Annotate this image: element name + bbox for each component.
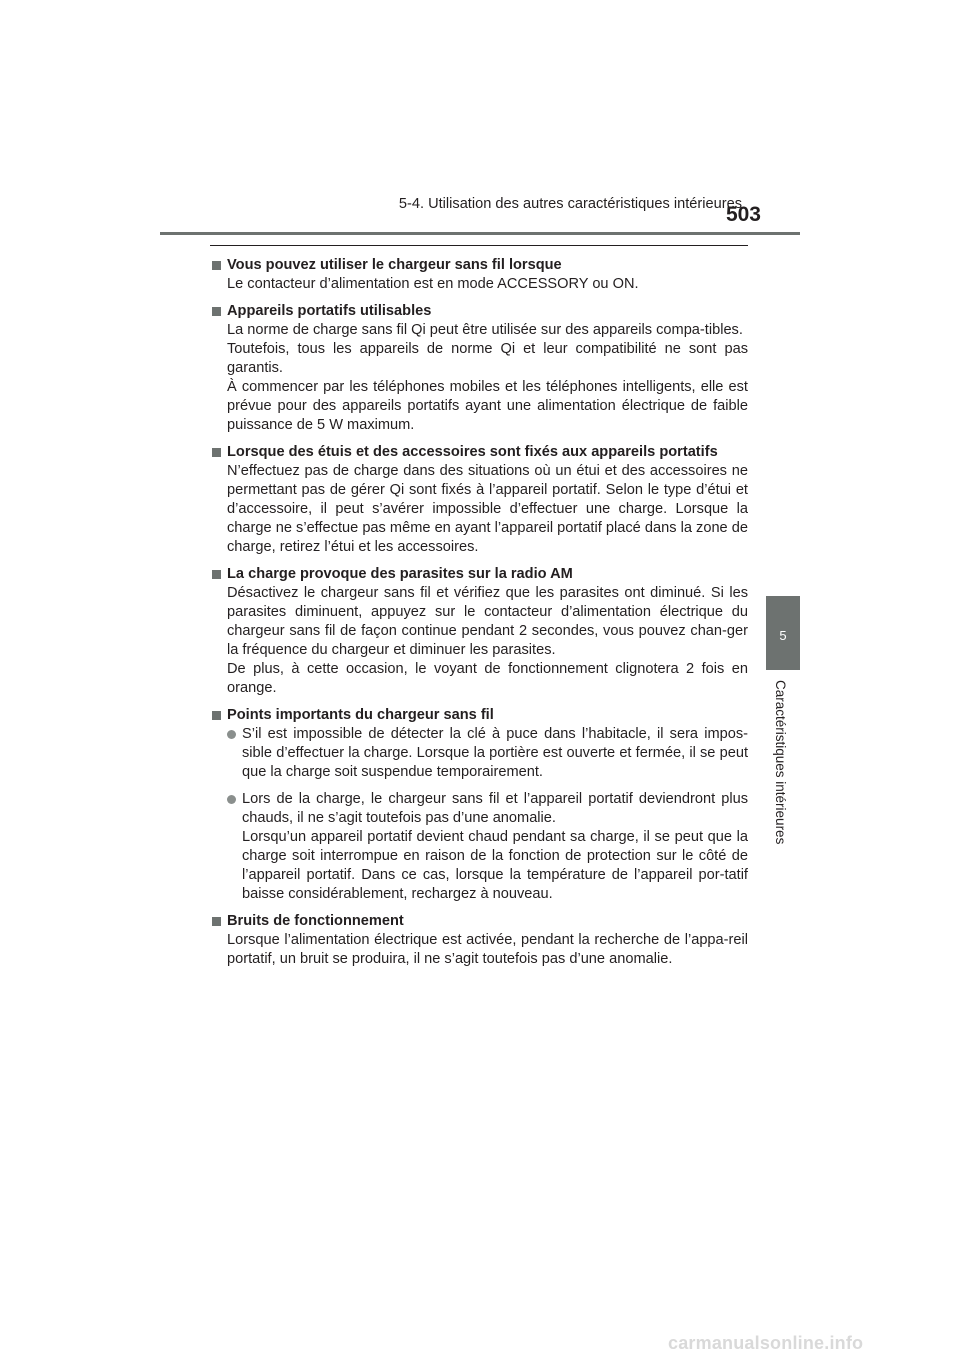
square-bullet-icon [212,307,221,316]
chapter-label: Caractéristiques intérieures [773,680,788,845]
section-heading: Lorsque des étuis et des accessoires sont fixés aux appareils portatifs [210,443,748,462]
square-bullet-icon [212,711,221,720]
chapter-number: 5 [779,628,787,643]
paragraph: De plus, à cette occasion, le voyant de fonctionnement clignotera 2 fois en orange. [227,661,748,696]
content-top-rule [210,245,748,246]
paragraph: Toutefois, tous les appareils de norme Qi et leur compatibilité ne sont pas garantis. [227,341,748,376]
paragraph: La norme de charge sans fil Qi peut être utilisée sur des appareils compa-tibles. [227,322,743,338]
section [210,256,748,294]
list-item [227,725,748,782]
square-bullet-icon [212,448,221,457]
list-item [227,790,748,904]
round-bullet-icon [227,730,236,739]
square-bullet-icon [212,570,221,579]
section [210,912,748,969]
paragraph: Lorsque l’alimentation électrique est activée, pendant la recherche de l’appa-reil portatif, un bruit se produira, il ne s’agit toutefois pas d’une anomalie. [227,932,748,967]
watermark: carmanualsonline.info [668,1333,864,1353]
square-bullet-icon [212,917,221,926]
round-bullet-icon [227,795,236,804]
section-heading: Bruits de fonctionnement [210,912,748,931]
square-bullet-icon [212,261,221,270]
section [210,443,748,557]
paragraph: Le contacteur d’alimentation est en mode ACCESSORY ou ON. [227,276,639,292]
section-heading: Appareils portatifs utilisables [210,302,748,321]
page-number: 503 [725,203,761,226]
section [210,706,748,904]
chapter-tab [766,596,800,670]
section-heading: Points importants du chargeur sans fil [210,706,748,725]
paragraph: Désactivez le chargeur sans fil et vérifiez que les parasites ont diminué. Si les parasites diminuent, appuyez sur le contacteur d’alimentation électrique du chargeur sans fil de façon continue pendant 2 secondes, vous pouvez chan-ger la fréquence du chargeur et diminuer les parasites. [227,585,748,658]
section-heading: Vous pouvez utiliser le chargeur sans fil lorsque [210,256,748,275]
section [210,302,748,435]
header-rule [160,232,800,235]
paragraph: À commencer par les téléphones mobiles et les téléphones intelligents, elle est prévue pour des appareils portatifs ayant une alimentation électrique de faible puissance de 5 W maximum. [227,379,748,433]
list-item-text: Lors de la charge, le chargeur sans fil et l’appareil portatif deviendront plus chauds, il ne s’agit toutefois pas d’une anomalie. [242,791,748,826]
running-header: 5-4. Utilisation des autres caractéristiques intérieures [398,196,742,212]
list-item-text: Lorsqu’un appareil portatif devient chaud pendant sa charge, il se peut que la charge soit interrompue en raison de la fonction de protection sur le côté de l’appareil portatif. Dans ce cas, lorsque la température de l’appareil por-tatif baisse considérablement, rechargez à nouveau. [242,829,748,902]
section [210,565,748,698]
page-content [210,256,748,977]
paragraph: N’effectuez pas de charge dans des situations où un étui et des accessoires ne permettant pas de gérer Qi sont fixés à l’appareil portatif. Selon le type d’étui et d’accessoire, il peut s’avérer impossible d’effectuer une charge. Lorsque la charge ne s’effectue pas même en ayant l’appareil portatif placé dans la zone de charge, retirez l’étui et les accessoires. [227,463,748,555]
list-item-text: S’il est impossible de détecter la clé à puce dans l’habitacle, il sera impos-sible d’effectuer la charge. Lorsque la portière est ouverte et fermée, il se peut que la charge soit suspendue temporairement. [242,726,748,780]
section-heading: La charge provoque des parasites sur la radio AM [210,565,748,584]
